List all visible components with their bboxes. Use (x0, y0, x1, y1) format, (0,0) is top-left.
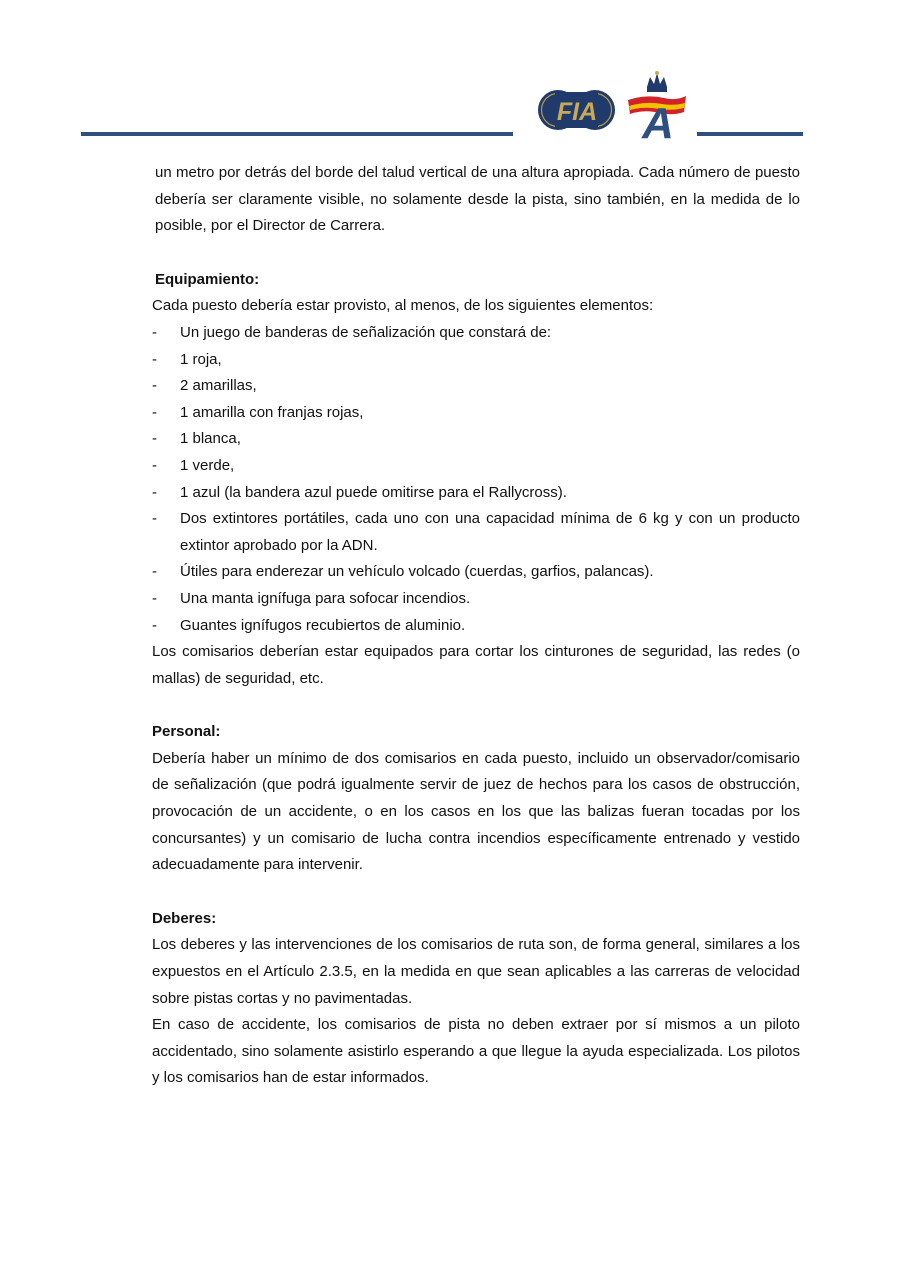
equipment-list-item (152, 347, 800, 374)
equipment-list (152, 320, 800, 639)
equipment-list-item (152, 453, 800, 480)
equipment-item-label: 1 amarilla con franjas rojas, (180, 403, 364, 421)
svg-text:A: A (642, 99, 674, 140)
duties-paragraph-2: En caso de accidente, los comisarios de pista no deben extraer por sí mismos a un piloto accidentado, sino solamente asistirlo esperando a que llegue la ayuda especializada. Los pilotos y los comisarios han de estar informados. (152, 1016, 800, 1087)
equipment-item-label: 1 roja, (180, 350, 222, 368)
personnel-heading: Personal: (152, 723, 221, 741)
equipment-lead: Cada puesto debería estar provisto, al menos, de los siguientes elementos: (152, 297, 654, 315)
intro-paragraph: un metro por detrás del borde del talud vertical de una altura apropiada. Cada número de puesto debería ser claramente visible, no solamente desde la pista, sino también, en la medida de lo posible, por el Director de Carrera. (155, 164, 800, 235)
personnel-paragraph: Debería haber un mínimo de dos comisarios en cada puesto, incluido un observador/comisario de señalización (que podrá igualmente servir de juez de hechos para los casos de obstrucción, provocación de un accidente, o en los casos en los que las balizas fueran tocadas por los concursantes) y un comisario de lucha contra incendios específicamente entrenado y vestido adecuadamente para intervenir. (152, 749, 800, 874)
header-rule-right (697, 132, 803, 136)
equipment-list-item (152, 373, 800, 400)
dash-bullet: - (152, 377, 157, 395)
dash-bullet: - (152, 323, 157, 341)
spacer (152, 240, 800, 267)
equipment-item-label: 2 amarillas, (180, 377, 257, 395)
equipment-list-item (152, 320, 800, 347)
document-body (152, 160, 800, 1092)
equipment-list-item (152, 586, 800, 613)
dash-bullet: - (152, 403, 157, 421)
page-header (0, 0, 905, 150)
equipment-list-item (152, 506, 800, 559)
equipment-list-item (152, 426, 800, 453)
equipment-list-item (152, 559, 800, 586)
dash-bullet: - (152, 510, 157, 528)
dash-bullet: - (152, 563, 157, 581)
dash-bullet: - (152, 456, 157, 474)
dash-bullet: - (152, 350, 157, 368)
spacer (152, 879, 800, 906)
equipment-closing: Los comisarios deberían estar equipados para cortar los cinturones de seguridad, las redes (o mallas) de seguridad, etc. (152, 643, 800, 687)
crown-icon (647, 71, 667, 92)
dash-bullet: - (152, 430, 157, 448)
equipment-item-label: 1 blanca, (180, 430, 241, 448)
equipment-list-item (152, 613, 800, 640)
dash-bullet: - (152, 483, 157, 501)
svg-text:FIA: FIA (556, 98, 598, 126)
fia-logo (537, 82, 617, 138)
equipment-item-label: Un juego de banderas de señalización que constará de: (180, 323, 552, 341)
equipment-list-item (152, 480, 800, 507)
equipment-item-label: 1 verde, (180, 456, 235, 474)
equipment-item-label: Guantes ignífugos recubiertos de aluminio. (180, 616, 466, 634)
equipment-item-label: 1 azul (la bandera azul puede omitirse para el Rallycross). (180, 483, 567, 501)
equipment-item-label: Una manta ignífuga para sofocar incendios. (180, 589, 471, 607)
spacer (152, 692, 800, 719)
equipment-list-item (152, 400, 800, 427)
equipment-heading: Equipamiento: (155, 270, 260, 288)
header-rule-left (81, 132, 513, 136)
duties-heading: Deberes: (152, 909, 217, 927)
equipment-item-label: Dos extintores portátiles, cada uno con una capacidad mínima de 6 kg y con un producto extintor aprobado por la ADN. (180, 510, 800, 554)
dash-bullet: - (152, 616, 157, 634)
dash-bullet: - (152, 589, 157, 607)
duties-paragraph-1: Los deberes y las intervenciones de los comisarios de ruta son, de forma general, similares a los expuestos en el Artículo 2.3.5, en la medida en que sean aplicables a las carreras de velocidad sobre pistas cortas y no pavimentadas. (152, 936, 800, 1007)
equipment-item-label: Útiles para enderezar un vehículo volcado (cuerdas, garfios, palancas). (180, 563, 654, 581)
rfeda-logo (624, 70, 690, 140)
